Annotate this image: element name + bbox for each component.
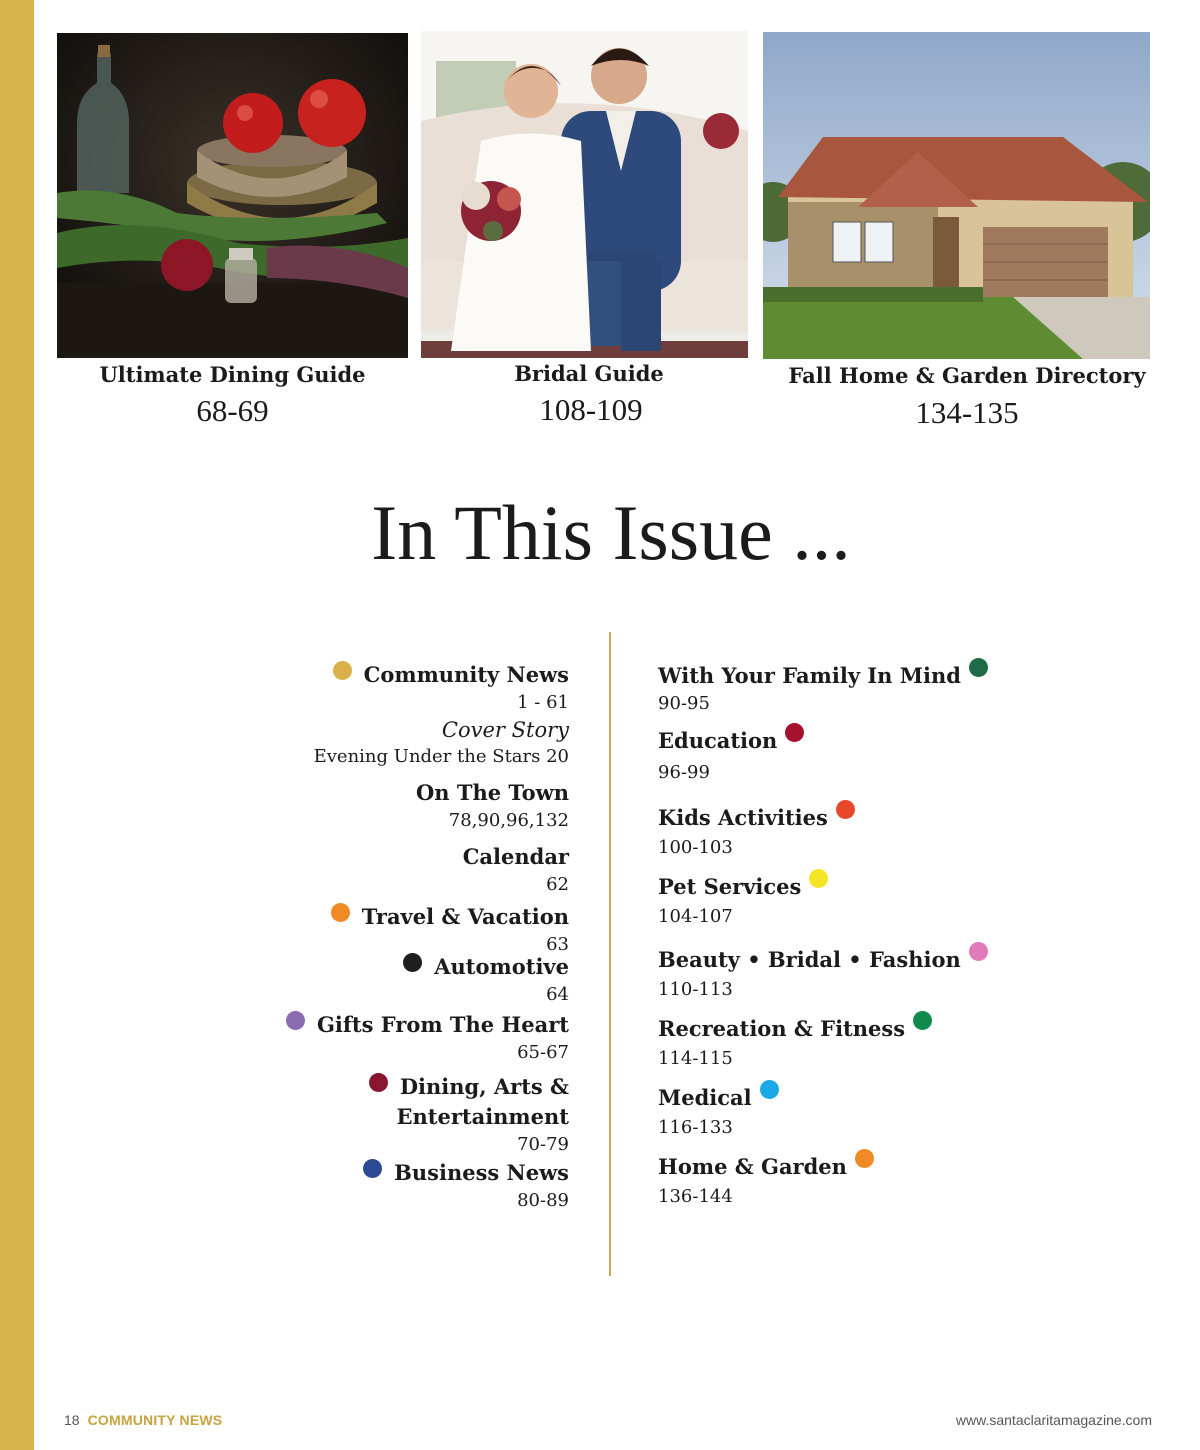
toc-title: Education bbox=[658, 728, 778, 753]
gifts-dot-icon bbox=[286, 1011, 305, 1030]
toc-title: Kids Activities bbox=[658, 805, 828, 830]
toc-pages: 110-113 bbox=[658, 979, 733, 1000]
toc-entry-travel bbox=[209, 902, 569, 932]
toc-pages: 63 bbox=[546, 934, 569, 955]
toc-pages: 104-107 bbox=[658, 906, 733, 927]
cover-story-text: Evening Under the Stars 20 bbox=[313, 746, 569, 767]
toc-right-column bbox=[658, 658, 1078, 1210]
toc-entry-pet bbox=[658, 869, 1078, 902]
feature-title-dining: Ultimate Dining Guide bbox=[99, 362, 366, 387]
toc-title: Dining, Arts & bbox=[399, 1074, 569, 1099]
travel-dot-icon bbox=[331, 903, 350, 922]
feature-pages-bridal: 108-109 bbox=[539, 392, 643, 427]
feature-pages-dining: 68-69 bbox=[196, 393, 269, 428]
toc-entry-education bbox=[658, 723, 1078, 756]
toc-title: Business News bbox=[394, 1160, 569, 1185]
page-number: 18 bbox=[64, 1412, 80, 1428]
toc-pages: 96-99 bbox=[658, 762, 710, 783]
kids-dot-icon bbox=[836, 800, 855, 819]
footer-url[interactable]: www.santaclaritamagazine.com bbox=[955, 1412, 1152, 1428]
education-dot-icon bbox=[785, 723, 804, 742]
dining-dot-icon bbox=[369, 1073, 388, 1092]
toc-entry-community-news bbox=[209, 660, 569, 690]
toc-pages: 100-103 bbox=[658, 837, 733, 858]
medical-dot-icon bbox=[760, 1080, 779, 1099]
toc-entry-kids bbox=[658, 800, 1078, 833]
toc-entry-beauty bbox=[658, 942, 1078, 975]
toc-title: Recreation & Fitness bbox=[658, 1016, 906, 1041]
toc-entry-dining bbox=[209, 1072, 569, 1102]
toc-entry-recreation bbox=[658, 1011, 1078, 1044]
toc-pages: 136-144 bbox=[658, 1186, 733, 1207]
toc-title: Travel & Vacation bbox=[361, 904, 569, 929]
dining-guide-photo bbox=[57, 33, 408, 358]
page-title: In This Issue ... bbox=[371, 489, 851, 576]
toc-entry-business bbox=[209, 1158, 569, 1188]
business-dot-icon bbox=[363, 1159, 382, 1178]
toc-pages: 114-115 bbox=[658, 1048, 733, 1069]
toc-pages: 90-95 bbox=[658, 693, 710, 714]
footer-left bbox=[64, 1412, 222, 1428]
toc-title: With Your Family In Mind bbox=[658, 663, 961, 688]
feature-pages-home: 134-135 bbox=[915, 395, 1019, 430]
toc-pages: 70-79 bbox=[517, 1134, 569, 1155]
toc-entry-on-the-town: On The Town bbox=[415, 780, 569, 805]
toc-title: Pet Services bbox=[658, 874, 802, 899]
automotive-dot-icon bbox=[403, 953, 422, 972]
toc-pages: 80-89 bbox=[517, 1190, 569, 1211]
column-divider bbox=[609, 632, 611, 1276]
toc-title: Automotive bbox=[434, 954, 569, 979]
toc-pages: 65-67 bbox=[517, 1042, 569, 1063]
feature-title-home: Fall Home & Garden Directory bbox=[788, 363, 1146, 388]
cover-story-label: Cover Story bbox=[441, 718, 569, 742]
toc-title: Gifts From The Heart bbox=[316, 1012, 569, 1037]
toc-entry-home-garden bbox=[658, 1149, 1078, 1182]
bridal-guide-photo bbox=[421, 31, 748, 358]
toc-entry-medical bbox=[658, 1080, 1078, 1113]
toc-pages: 116-133 bbox=[658, 1117, 733, 1138]
pet-dot-icon bbox=[809, 869, 828, 888]
toc-pages: 64 bbox=[546, 984, 569, 1005]
beauty-dot-icon bbox=[969, 942, 988, 961]
toc-title: Beauty • Bridal • Fashion bbox=[658, 947, 961, 972]
recreation-dot-icon bbox=[913, 1011, 932, 1030]
toc-title: Medical bbox=[658, 1085, 752, 1110]
gold-sidebar-bar bbox=[0, 0, 34, 1450]
toc-entry-gifts bbox=[209, 1010, 569, 1040]
toc-title: Community News bbox=[363, 662, 569, 687]
toc-entry-calendar: Calendar bbox=[462, 844, 569, 869]
footer-section-name: COMMUNITY NEWS bbox=[87, 1412, 223, 1428]
community-news-dot-icon bbox=[333, 661, 352, 680]
toc-left-column bbox=[209, 660, 569, 1214]
toc-entry-family bbox=[658, 658, 1078, 691]
toc-pages: 78,90,96,132 bbox=[448, 810, 569, 831]
toc-title: Home & Garden bbox=[658, 1154, 847, 1179]
home-garden-dot-icon bbox=[855, 1149, 874, 1168]
toc-pages: 62 bbox=[546, 874, 569, 895]
family-dot-icon bbox=[969, 658, 988, 677]
toc-pages: 1 - 61 bbox=[517, 692, 569, 713]
toc-entry-automotive bbox=[209, 952, 569, 982]
toc-entry-dining-line2: Entertainment bbox=[396, 1104, 569, 1129]
feature-title-bridal: Bridal Guide bbox=[514, 361, 664, 386]
home-garden-photo bbox=[763, 32, 1150, 359]
